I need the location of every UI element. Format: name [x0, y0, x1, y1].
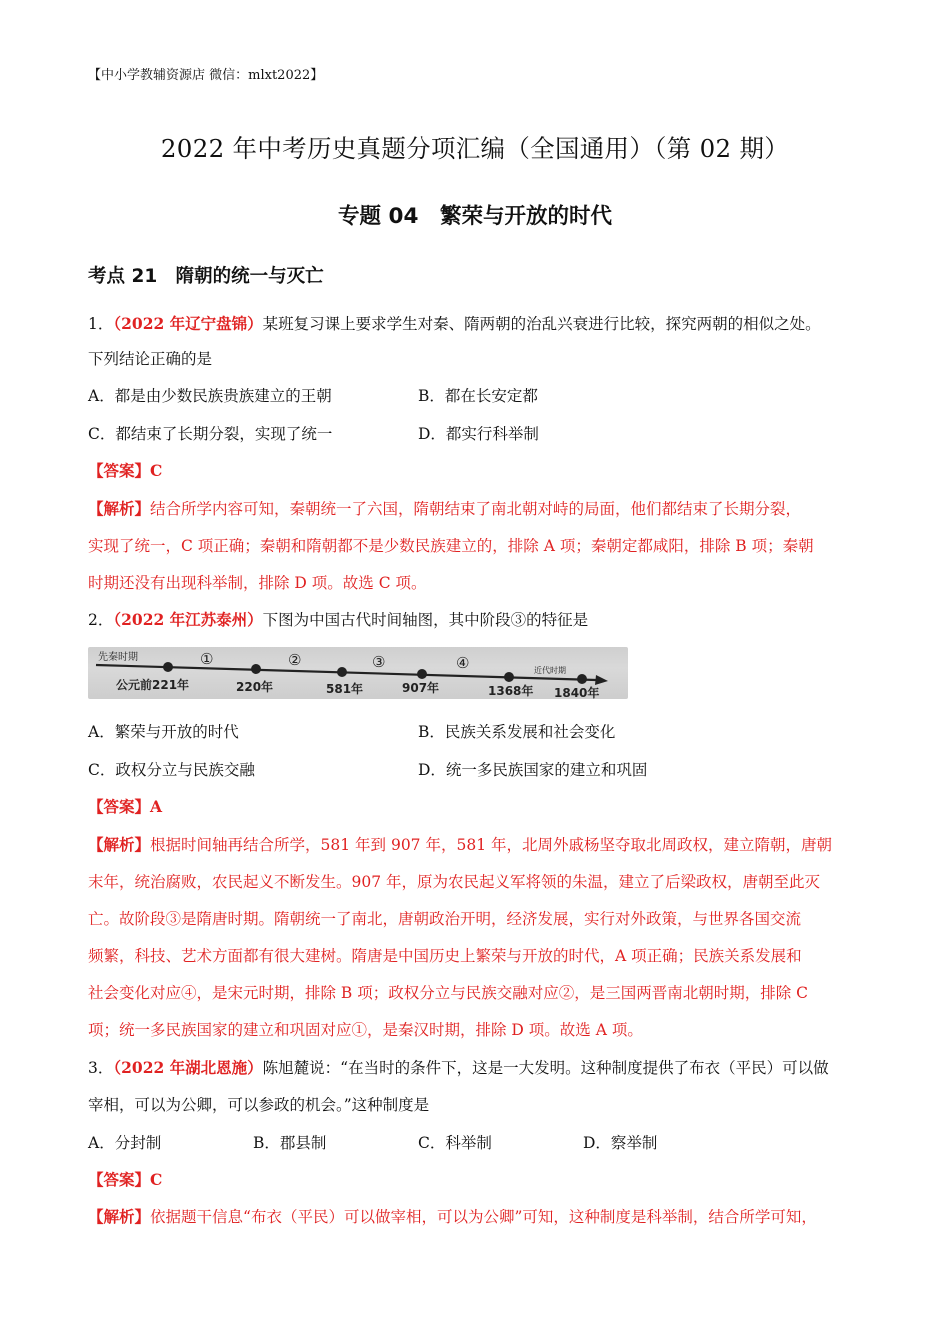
- q3-option-a: A．分封制: [88, 1134, 162, 1152]
- timeline-year-6: 1840年: [554, 686, 600, 699]
- q1-analysis-line2: 实现了统一，C 项正确；秦朝和隋朝都不是少数民族建立的，排除 A 项；秦朝定都咸阳，排除 B 项；秦朝: [88, 537, 814, 555]
- section-title: 考点 21 隋朝的统一与灭亡: [88, 266, 324, 287]
- timeline-arrow: [595, 675, 608, 685]
- timeline-image: [88, 647, 628, 699]
- timeline-year-5: 1368年: [488, 684, 534, 698]
- q1-option-b: B．都在长安定都: [418, 387, 538, 405]
- q1-stem-line1: [88, 312, 821, 334]
- q1-option-c: C．都结束了长期分裂，实现了统一: [88, 425, 333, 443]
- q1-stem1: 某班复习课上要求学生对秦、隋两朝的治乱兴衰进行比较，探究两朝的相似之处。: [262, 315, 821, 333]
- q3-stem1: 陈旭麓说：“在当时的条件下，这是一大发明。这种制度提供了布衣（平民）可以做: [262, 1059, 829, 1077]
- q2-analysis-line1: [88, 833, 832, 855]
- q1-analysis-line3: 时期还没有出现科举制，排除 D 项。故选 C 项。: [88, 574, 427, 592]
- page-subtitle: 专题 04 繁荣与开放的时代: [338, 204, 612, 229]
- q3-option-d: D．察举制: [583, 1134, 658, 1152]
- q1-stem2: 下列结论正确的是: [88, 350, 213, 368]
- q3-analysis-line1: [88, 1205, 817, 1227]
- q1-analysis-tag: 【解析】: [88, 499, 151, 518]
- timeline-dot-1: [163, 662, 173, 672]
- timeline-dot-3: [337, 667, 347, 677]
- q2-analysis-line2: 末年，统治腐败，农民起义不断发生。907 年，原为农民起义军将领的朱温，建立了后梁政权，唐朝至此灭: [88, 873, 821, 891]
- q3-answer: 【答案】C: [88, 1170, 163, 1189]
- q3-stem2: 宰相，可以为公卿，可以参政的机会。”这种制度是: [88, 1096, 430, 1114]
- q2-analysis-line4: 频繁，科技、艺术方面都有很大建树。隋唐是中国历史上繁荣与开放的时代，A 项正确；民族关系发展和: [88, 947, 802, 965]
- timeline-year-1: 公元前221年: [116, 678, 190, 692]
- q3-stem-line1: [88, 1056, 829, 1078]
- q1-answer: 【答案】C: [88, 461, 163, 480]
- page-title: 2022 年中考历史真题分项汇编（全国通用）（第 02 期）: [160, 134, 790, 163]
- timeline-dot-2: [251, 664, 261, 674]
- q1-option-d: D．都实行科举制: [418, 425, 539, 443]
- q2-analysis1: 根据时间轴再结合所学，581 年到 907 年，581 年，北周外戚杨坚夺取北周政权，建立隋朝，唐朝: [150, 836, 832, 854]
- q2-option-c: C．政权分立与民族交融: [88, 761, 255, 779]
- q2-analysis-tag: 【解析】: [88, 835, 151, 854]
- timeline-dot-4: [417, 669, 427, 679]
- q2-number: 2．: [88, 611, 114, 629]
- q2-answer: 【答案】A: [88, 797, 163, 816]
- q3-option-b: B．郡县制: [253, 1134, 327, 1152]
- q2-stem-line: [88, 608, 588, 630]
- timeline-stage-3: ③: [372, 653, 386, 671]
- q2-option-b: B．民族关系发展和社会变化: [418, 723, 616, 741]
- q1-option-a: A．都是由少数民族贵族建立的王朝: [88, 387, 332, 405]
- timeline-year-3: 581年: [326, 682, 364, 696]
- q2-analysis-line3: 亡。故阶段③是隋唐时期。隋朝统一了南北，唐朝政治开明，经济发展，实行对外政策，与世界各国交流: [88, 910, 802, 928]
- timeline-year-4: 907年: [402, 681, 440, 695]
- timeline-stage-1: ①: [200, 650, 214, 668]
- timeline-dot-5: [504, 672, 514, 682]
- q2-source: （2022 年江苏泰州）: [113, 610, 263, 629]
- q1-number: 1．: [88, 315, 114, 333]
- q1-analysis-line1: [88, 497, 801, 519]
- timeline-stage-2: ②: [288, 651, 302, 669]
- q3-number: 3．: [88, 1059, 114, 1077]
- q2-stem: 下图为中国古代时间轴图，其中阶段③的特征是: [262, 611, 589, 629]
- q2-analysis-line6: 项；统一多民族国家的建立和巩固对应①，是秦汉时期，排除 D 项。故选 A 项。: [88, 1021, 643, 1039]
- q3-analysis-tag: 【解析】: [88, 1207, 151, 1226]
- q3-option-c: C．科举制: [418, 1134, 492, 1152]
- timeline-graphic: [88, 647, 628, 699]
- q2-option-a: A．繁荣与开放的时代: [88, 723, 239, 741]
- timeline-dot-6: [577, 674, 587, 684]
- q1-analysis1: 结合所学内容可知，秦朝统一了六国，隋朝结束了南北朝对峙的局面，他们都结束了长期分裂，: [150, 500, 802, 518]
- header-note: 【中小学教辅资源店 微信：mlxt2022】: [88, 68, 324, 83]
- timeline-stage-4: ④: [456, 654, 470, 672]
- timeline-year-2: 220年: [236, 680, 274, 694]
- timeline-left-label: 先秦时期: [98, 652, 138, 663]
- timeline-right-label: 近代时期: [534, 666, 566, 675]
- q3-source: （2022 年湖北恩施）: [113, 1058, 263, 1077]
- q2-option-d: D．统一多民族国家的建立和巩固: [418, 761, 648, 779]
- q2-analysis-line5: 社会变化对应④，是宋元时期，排除 B 项；政权分立与民族交融对应②，是三国两晋南北朝时期，排除 C: [88, 984, 809, 1002]
- q3-analysis1: 依据题干信息“布衣（平民）可以做宰相，可以为公卿”可知，这种制度是科举制，结合所学可知，: [150, 1208, 817, 1226]
- q1-source: （2022 年辽宁盘锦）: [113, 314, 263, 333]
